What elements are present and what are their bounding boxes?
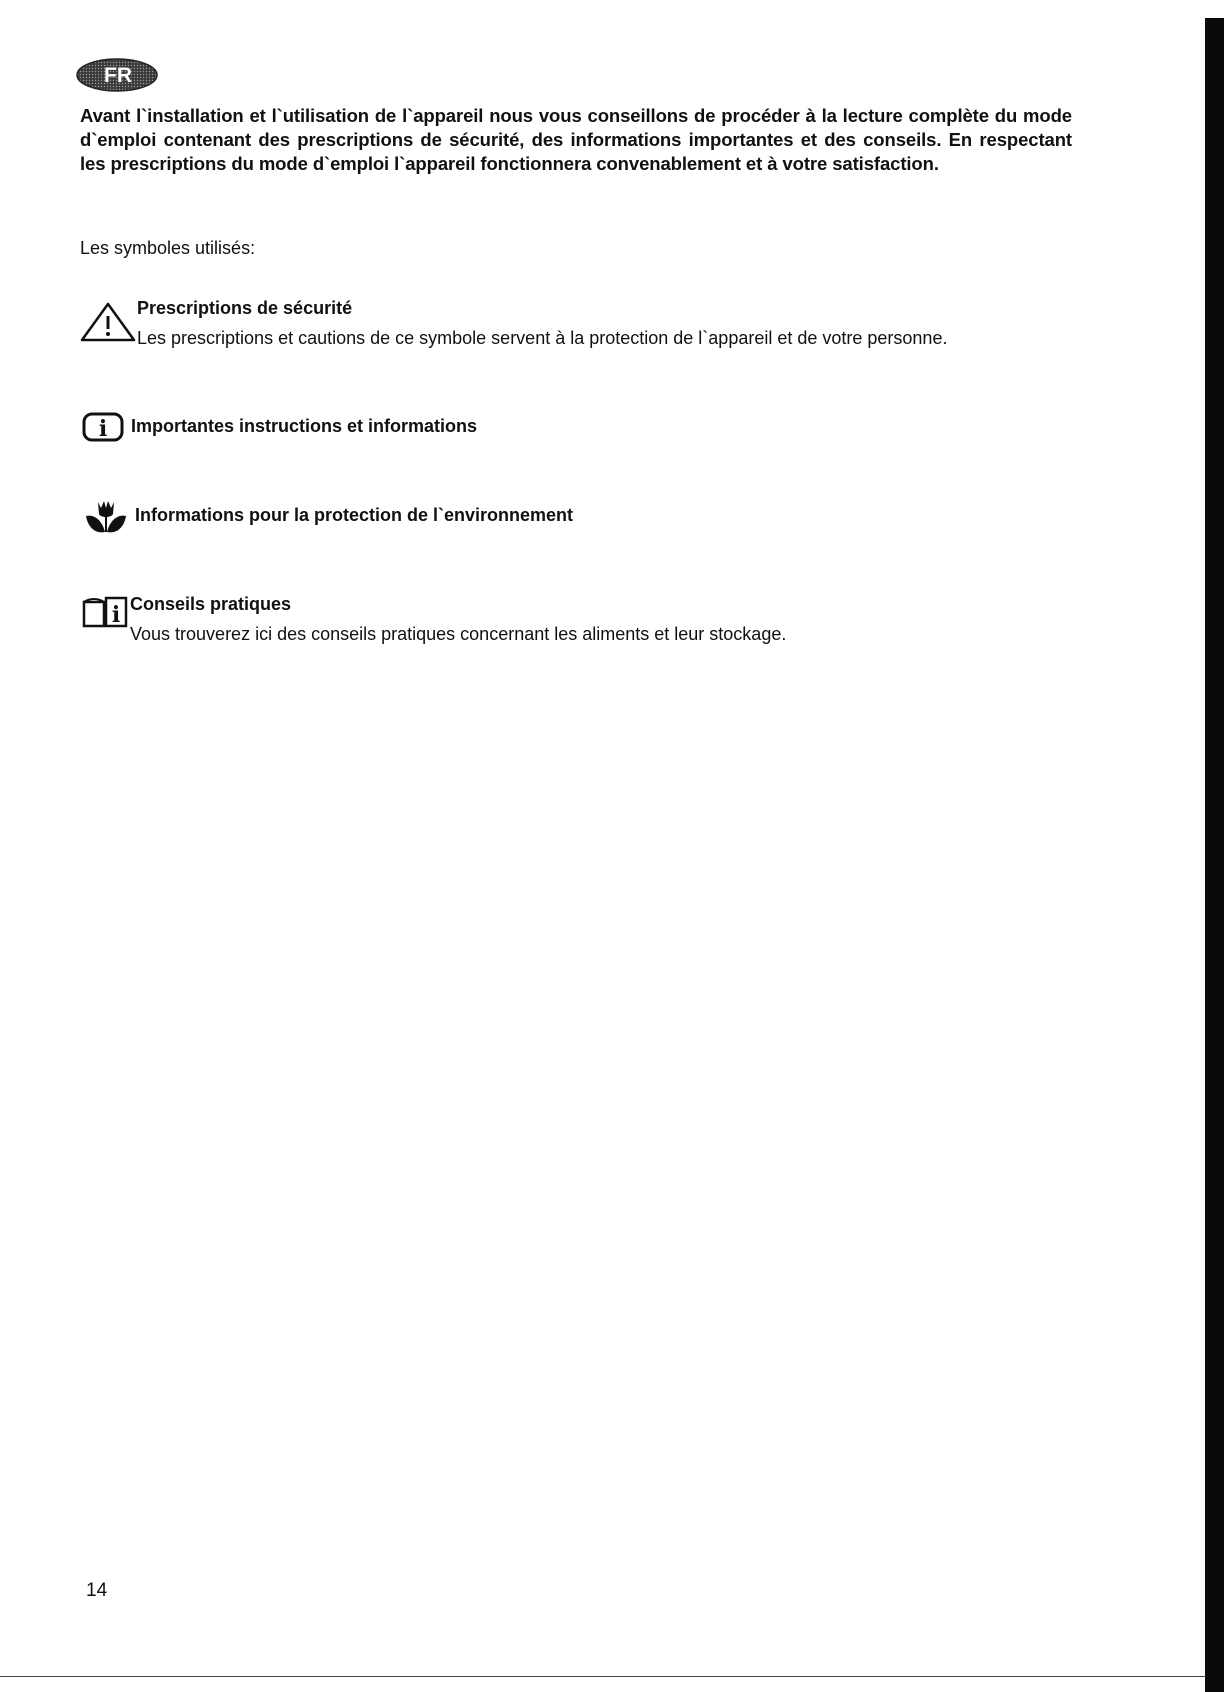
safety-title: Prescriptions de sécurité — [137, 298, 353, 318]
symbols-heading: Les symboles utilisés: — [80, 238, 256, 258]
info-icon — [82, 412, 124, 442]
book-info-icon — [82, 596, 128, 628]
info-title: Importantes instructions et informations — [131, 416, 478, 436]
tips-title: Conseils pratiques — [130, 594, 292, 614]
intro-paragraph: Avant l`installation et l`utilisation de l`appareil nous vous conseillons de procéder à la lecture complète du mode d`emploi contenant des prescriptions de sécurité, des informations importantes et des conseils. En respectant les prescriptions du mode d`emploi l`appareil fonctionnera convenablement et à votre satisfaction. — [80, 105, 1072, 174]
page-edge-shadow — [1205, 18, 1224, 1692]
safety-text: Les prescriptions et cautions de ce symbole servent à la protection de l`appareil et de votre personne. — [137, 328, 948, 348]
tips-text: Vous trouverez ici des conseils pratiques concernant les aliments et leur stockage. — [130, 624, 787, 644]
bottom-rule — [0, 1676, 1206, 1677]
language-badge-label: FR — [104, 64, 132, 87]
svg-text:i: i — [111, 602, 121, 628]
plant-icon — [84, 498, 128, 536]
page-number: 14 — [86, 1580, 108, 1601]
warning-triangle-icon — [80, 302, 136, 342]
language-badge — [76, 58, 158, 92]
language-badge-shape — [76, 58, 158, 92]
svg-text:i: i — [98, 416, 108, 442]
environment-title: Informations pour la protection de l`environnement — [135, 505, 574, 525]
